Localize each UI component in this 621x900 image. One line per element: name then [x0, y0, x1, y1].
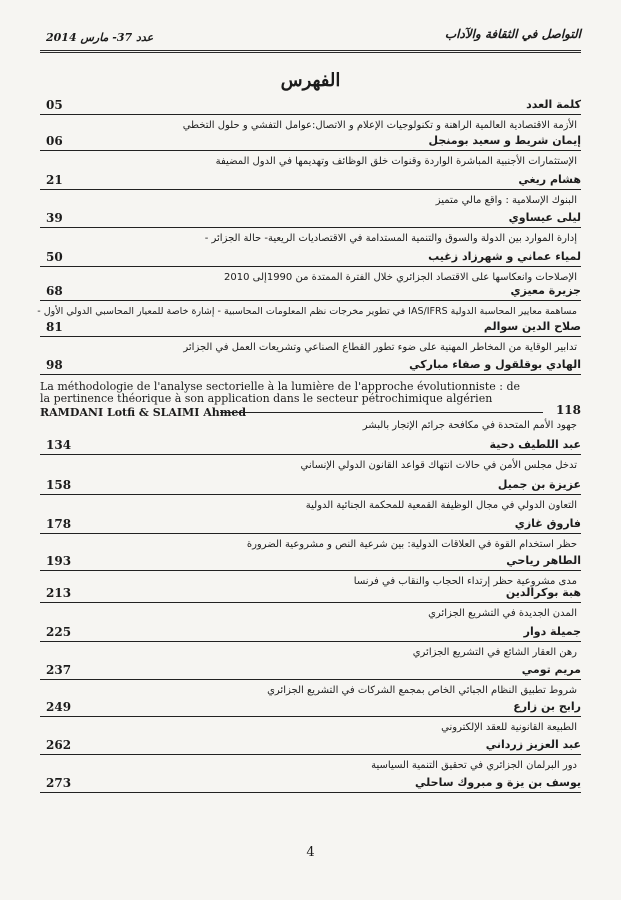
- entry-title: شروط تطبيق النظام الجبائي الخاص بمجمع الشركات في التشريع الجزائري: [267, 685, 577, 696]
- entry-author: جميلة دوار: [523, 625, 581, 638]
- entry-title: جهود الأمم المتحدة في مكافحة جرائم الإتجار بالبشر: [362, 420, 577, 431]
- entry-rule: [40, 150, 581, 151]
- entry-title: البنوك الإسلامية : واقع مالي متميز: [435, 195, 577, 206]
- entry-author: هبة بوكرالدين: [505, 586, 581, 599]
- entry-page: 213: [46, 586, 72, 600]
- entry-author: عزيزة بن جميل: [497, 478, 581, 491]
- entry-author: كلمة العدد: [526, 98, 581, 111]
- entry-author: لمياء عماني و شهرزاد زغيب: [428, 250, 581, 263]
- entry-page: 237: [46, 663, 72, 677]
- entry-rule: [40, 300, 581, 301]
- entry-page: 134: [46, 438, 72, 452]
- entry-author: فاروق غازي: [514, 517, 581, 530]
- entry-title: رهن العقار الشائع في التشريع الجزائري: [412, 647, 577, 658]
- entry-title: المدن الجديدة في التشريع الجزائري: [428, 608, 577, 619]
- entry-title: تدابير الوقاية من المخاطر المهنية على ضوء تطور القطاع الصناعي وتشريعات العمل في الجزائر: [183, 342, 577, 353]
- entry-page: 249: [46, 700, 72, 714]
- entry-author: رابح بن زارع: [513, 700, 581, 713]
- header-divider: [40, 50, 581, 53]
- entry-rule: [40, 679, 581, 680]
- entry-author: مريم تومي: [521, 663, 581, 676]
- entry-title: حظر استخدام القوة في العلاقات الدولية: بين شرعية النص و مشروعية الضرورة: [246, 539, 577, 550]
- entry-page: 262: [46, 738, 72, 752]
- entry-author: جزيرة معيزي: [510, 284, 581, 297]
- issue-info: عدد 37- مارس 2014: [46, 31, 154, 44]
- entry-page: 225: [46, 625, 72, 639]
- entry-author: إيمان شريط و سعيد بومنجل: [428, 134, 581, 147]
- entry-author: الطاهر رياحي: [506, 554, 581, 567]
- entry-page: 50: [46, 250, 63, 264]
- entry-title: مدى مشروعية حظر إرتداء الحجاب والنقاب في فرنسا: [353, 576, 577, 587]
- entry-title: الأزمة الاقتصادية العالمية الراهنة و تكنولوجيات الإعلام و الاتصال:عوامل التفشي و حلول التخطي: [182, 120, 577, 131]
- entry-rule: [40, 494, 581, 495]
- entry-title: التعاون الدولي في مجال الوظيفة القمعية للمحكمة الجنائية الدولية: [305, 500, 577, 511]
- entry-rule: [40, 533, 581, 534]
- entry-author: يوسف بن يزة و مبروك ساحلي: [415, 776, 581, 789]
- entry-title: تدخل مجلس الأمن في حالات انتهاك قواعد القانون الدولي الإنساني: [300, 460, 577, 471]
- entry-author: صلاح الدين سوالم: [483, 320, 581, 333]
- entry-author: ليلى عيساوي: [508, 211, 581, 224]
- french-entry-page: 118: [555, 403, 581, 417]
- entry-title: الإستثمارات الأجنبية المباشرة الواردة وقنوات خلق الوظائف وتهديمها في الدول المضيفة: [215, 156, 577, 167]
- entry-title: إدارة الموارد بين الدولة والسوق والتنمية المستدامة في الاقتصاديات الريعية- حالة الجزائر -: [204, 233, 577, 244]
- entry-rule: [40, 189, 581, 190]
- entry-rule: [40, 454, 581, 455]
- entry-rule: [40, 336, 581, 337]
- page-number: 4: [306, 845, 315, 860]
- entry-page: 178: [46, 517, 72, 531]
- entry-title: الإصلاحات وانعكاسها على الاقتصاد الجزائري خلال الفترة الممتدة من 1990إلى 2010: [224, 272, 577, 283]
- entry-page: 06: [46, 134, 63, 148]
- toc-title: الفهرس: [280, 70, 341, 91]
- entry-page: 81: [46, 320, 63, 334]
- entry-rule: [40, 227, 581, 228]
- entry-page: 158: [46, 478, 72, 492]
- entry-rule: [40, 266, 581, 267]
- entry-title: مساهمة معايير المحاسبة الدولية IAS/IFRS في تطوير مخرجات نظم المعلومات المحاسبية - إشارة خاصة للمعيار المحاسبي الدولي الأول -: [37, 306, 577, 317]
- entry-author: عبد اللطيف دحية: [489, 438, 581, 451]
- entry-author: عبد العزيز زرداني: [485, 738, 581, 751]
- entry-rule: [40, 570, 581, 571]
- entry-rule: [40, 641, 581, 642]
- entry-author: هشام ريغي: [518, 173, 581, 186]
- entry-rule: [40, 754, 581, 755]
- entry-rule: [40, 114, 581, 115]
- french-entry-title: La méthodologie de l'analyse sectorielle à la lumière de l'approche évolutionniste : de la pertinence théorique à son application dans le secteur pétrochimique algérien: [40, 380, 520, 405]
- entry-rule: [40, 374, 581, 375]
- french-entry-author: RAMDANI Lotfi & SLAIMI Ahmed: [40, 406, 247, 419]
- french-entry-rule: [220, 412, 543, 413]
- entry-rule: [40, 792, 581, 793]
- entry-title: دور البرلمان الجزائري في تحقيق التنمية السياسية: [371, 760, 577, 771]
- entry-page: 05: [46, 98, 63, 112]
- entry-rule: [40, 602, 581, 603]
- journal-title: التواصل في الثقافة والآداب: [444, 27, 581, 41]
- entry-page: 193: [46, 554, 72, 568]
- entry-page: 39: [46, 211, 63, 225]
- entry-page: 21: [46, 173, 63, 187]
- entry-title: الطبيعة القانونية للعقد الإلكتروني: [441, 722, 577, 733]
- entry-author: الهادي بوقلقول و صفاء مباركي: [409, 358, 581, 371]
- entry-rule: [40, 716, 581, 717]
- entry-page: 273: [46, 776, 72, 790]
- entry-page: 68: [46, 284, 63, 298]
- entry-page: 98: [46, 358, 63, 372]
